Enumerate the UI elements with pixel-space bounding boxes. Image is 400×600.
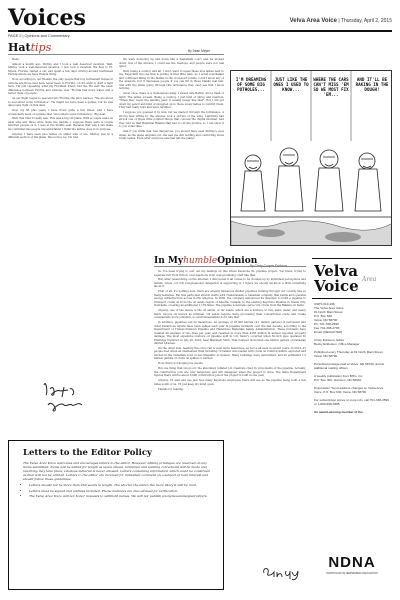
paragraph: Anyway, one of the issues is the oil sands, or tar sands, which are a mixture of clay, sand, water, and heavy black viscous oil known as bitumen. Oil sands require more processing than conventional crude and create considerably more pollution, so environmentalists don't like that.: [154, 309, 306, 320]
paragraph: Anyway, I'll wait and see just how many Keystone employees Velva will see as the pipeline being built a few miles south of us. I'll just keep my mind open.: [154, 379, 306, 386]
cartoon-drawing: [231, 71, 392, 246]
letters-policy-title: Letters to the Editor Policy: [23, 448, 152, 458]
info-line: Email: [REDACTED]: [314, 330, 343, 334]
info-line: For subscription prices or more info, call 701-338-2599 or 1-800-658-3485: [314, 398, 389, 406]
cartoon-bubble-1: I'M DREAMING OF SOME BIG POTHOLES...: [235, 77, 267, 92]
hat-tips-byline: By Dean Meyer: [188, 49, 210, 53]
paragraph: Well, being a cowboy and all, I don't want to upset these nice ladies next to me. Especially the one that is poking in that little tank. So I acted nonchalant and continued filling in the blanks in the crossword puzzle. I don't know any of the answers, but it impresses people if you can fill in those blanks real fast. And with the plane going through this turbulence they can't see that I know nothing.: [119, 69, 224, 91]
section-title: Voices: [8, 5, 86, 31]
paragraph: Hello.: [12, 58, 20, 61]
masthead: [8, 6, 392, 36]
info-line: Periodical postage paid at Velva, ND 58790, and at additional mailing offices.: [314, 362, 385, 370]
info-line: P.O. Box 630: [314, 314, 333, 318]
info-line: A weekly publication from BHG, Inc.: [314, 374, 364, 378]
opinion-title-accent: humble: [183, 256, 218, 266]
paragraph: So I've been trying to sort out my feelings on this whole Keystone XL pipeline project. You know, trying to separate fact from fiction, over-reactions from over-promising, stuff like that.: [154, 270, 306, 277]
info-line: Velva, ND 58790: [314, 318, 338, 322]
info-line: Fax 701-338-2795: [314, 326, 340, 330]
paragraph: Thanks for reading.: [158, 387, 184, 391]
page-subline: PAGE 2 | Opinions and Commentary: [8, 34, 70, 38]
paragraph: Now, according to our friends, the only people that buy retirement homes in Arizona are those that have never been to Florida. I don't want to start a fight here. I'm just repeating what my Floridian friend told me. He said the basic difference between Florida and Arizona, was "Florida had more water and a better class of people".: [8, 78, 113, 96]
signature-image: [260, 563, 300, 581]
paragraph: But, after researching on the internet, I discovered it all comes to be clouded up by individual perceptions and beliefs. Given our ND Congressional delegation is supporting it, I figure we should all know a little something about it.: [154, 278, 306, 289]
paragraph: Well, this time it really was. This was a big old plane. With a couple seats on each side and three wide down the middle. I suppose there were a couple hundred people on it. I was in the middle seat. Because that way I can make two terminal size people uncomfortable! I think the airline does it on purpose.: [8, 117, 113, 131]
hat-tips-rule: [8, 54, 224, 55]
masthead-rule: [8, 30, 392, 32]
paragraph: In addition, pipelines can be hazardous. An average of 16,500 barrels (4.1 million gallons) of petroleum and other hazardous liquids have been spilled each year in pipeline incidents over the last decade, according to the Department of Transportation's Pipeline and Hazardous Materials Safety Administration. These incidents have claimed an average of two lives per year, and resulted in more than $265 million in annual reported property damage. The most expensive onshore oil pipeline spill in U.S. history occurred when 30-inch pipe operated by Enbridge ruptured on July 26, 2010, near Marshall, Mich. That dumped more than one million gallons of Canadian diluted bitumen.: [154, 321, 306, 346]
paper-name: Velva Area Voice: [289, 18, 337, 24]
signature-image: [40, 375, 100, 415]
ndna-logo: NDNA NORTH DAKOTA NEWSPAPER ASSOCIATION: [326, 554, 378, 575]
paragraph: First of all, it's nothing new; there are already numerous similar pipelines running through our country like so many tentacles. But this particular stretch starts with TransCanada, a Canadian company that builds and operates energy infrastructure across North America. In 2005, the company announced its intention to build a pipeline to transport crude oil from the oil sands region of Alberta, Canada, to the existing Keystone Pipeline in Steele City, Nebraska, covering an additional 1,179 miles. The pipeline would also serve U.S. crude from the Bakken oil fields.: [154, 290, 306, 308]
paragraph: Over my 66 plus years, I have flown quite a few times. And I have occasionally been on a plane that "encounters some turbulence". Big deal.: [8, 109, 113, 116]
info-line: An award-winning member of the: [314, 410, 363, 414]
hat-tips-header: [8, 41, 148, 55]
letters-policy-intro: The Velva Area Voice welcomes and encourages letters to the editor. However, editing privileges are reserved on any items submitted. Items will be edited for length as space allows. Grammar and spelling corrections will be made and rewriting may take place. Libelous material is never allowed. Letters containing information which could be construed as libel will not be printed. Letters to the editor are received for individual comment on a subject of local interest and should follow these guidelines:: [23, 461, 210, 481]
velva-bottom-rule: [312, 298, 392, 299]
opinion-body: [154, 270, 306, 560]
info-line: Published every Thursday at #1 North Main Street, Velva, ND 58790.: [314, 350, 384, 358]
hat-tips-title: Hattips: [8, 41, 52, 54]
paper-date-line: Velva Area Voice | Thursday, April 2, 2015: [289, 18, 392, 24]
paragraph: On the other side, heading the oil by rail is even more hazardous, as we've all seen in recent years. In 2013, 47 people died when an unattended train including 72 tanker cars loaded with crude oil rolled downhill, exploded and burned in the Canadian town of Lac-Mégantic in Quebec. Many buildings were demolished, and an estimated 1.5 million gallons of crude oil spilled or burned.: [154, 346, 306, 361]
info-line: P.O. Box 300, Garrison, ND 58540: [314, 378, 362, 382]
velva-info-lines: [314, 302, 390, 414]
letters-rule: • Letters should not be more than 250 words in length. The shorter the letter, the more likely it will be read.: [29, 483, 211, 487]
editorial-cartoon: [230, 70, 392, 246]
velva-voice-logo: Velva Voice Area: [314, 262, 377, 295]
opinion-rule: [154, 266, 306, 267]
letters-rule: • Letters must be signed and address included. Phone numbers are also advised for verification.: [29, 489, 211, 493]
velva-area-word: Area: [362, 276, 377, 283]
velva-top-rule: [312, 258, 392, 259]
cartoon-bubble-4: AND IT'LL BE RAKING IN THE DOUGH!: [355, 77, 389, 92]
info-line: Cindy Erickson, Editor: [314, 338, 345, 342]
paragraph: Anyway, I have seen nice ladies on either side of me. Shirley was in a different section of the plane. She is nice too I'm told.: [8, 132, 113, 140]
info-line: Becky Ecklesten, Office Manager: [314, 342, 360, 346]
info-line: The Velva Area Voice: [314, 306, 344, 310]
info-line: Ph: 701-338-2599: [314, 322, 339, 326]
cindy-signature: [260, 563, 300, 581]
opinion-byline: By Cindy Cooper Erickson: [250, 264, 288, 268]
paragraph: I suppose you guessed it by now, but we made it through the turbulence. A strong man sitting by the window took a picture of the wing. Lightning had struck one of those little pointed things that conceal the digital thermal. And they told us that Hannibal Hamlin Hall had to cut the picture, so I can show it to you some time.: [119, 111, 224, 129]
paragraph: But one thing that stood out: the absolutely inflated job creations cited by proponents of the pipeline. Actually, the construction jobs are only temporary and will disappear when the project is done. The State Department figures there will be about 3,900 construction jobs if the project is built in one year.: [154, 367, 306, 378]
opinion-title: In MyhumbleOpinion: [154, 256, 258, 266]
info-line: USPS 019-196: [314, 302, 335, 306]
velva-voice-info: [312, 258, 392, 594]
paragraph: We were bouncing up and down like a basketball court and we slowed down. Out of the window, I could see the treetops, and people were not real quiet.: [119, 58, 224, 68]
hat-tips-title-accent: tips: [30, 41, 52, 54]
info-line: #1 North Main Street: [314, 310, 343, 314]
cartoon-bubble-3: WHERE THE CARS CAN'T MISS 'EM SO WE MOST FIX 'EM...: [313, 77, 349, 97]
issue-date: Thursday, April 2, 2015: [340, 18, 392, 24]
cartoon-bubble-2: JUST LIKE THE ONES I USED TO KNOW...: [273, 77, 309, 92]
paragraph: Now, that's not helping me decide.: [158, 362, 204, 366]
paragraph: As our flight began to descend into Florida, the pilot warned, "We are about to encounter some turbulence". He might not have been a genius, but he was dang sure right on this deal.: [8, 97, 113, 108]
paragraph: And if you think that was dangerous, you should have seen Shirley's eyes when, as the plane emptied out, she saw me still holding and comforting those lovely ladies. Even after everyone else had left the plane!: [119, 130, 224, 141]
dean-signature: [40, 375, 100, 415]
paragraph: All at once, there is a tremendous bang. I swear, like BANG! And a flash of light! The ladies scream. Being a cowboy, I just kind of shrug and mention, "When they lower the landing gear, it usually bangs like that". But I did put down my pencil and kind of snuggled up to those lovely ladies to comfort them. They had really hold and were terrified.: [119, 92, 224, 110]
info-line: Postmaster: Send address changes to: Velva Area Voice, P.O. Box 630, Velva, ND 58790: [314, 386, 383, 394]
paragraph: Almost a month ago, Shirley and I took a well deserved vacation. Well, Shirley took a well-deserved vacation. I just took a vacation. We flew to Ft. Myers, Florida, rented a car, and spent a few days driving around Southwest Florida where we have friends living.: [8, 62, 113, 77]
letters-rule: • The Velva Area Voice will not honor requests to withhold names. We will not publish anonymous/unsigned letters.: [29, 494, 211, 498]
